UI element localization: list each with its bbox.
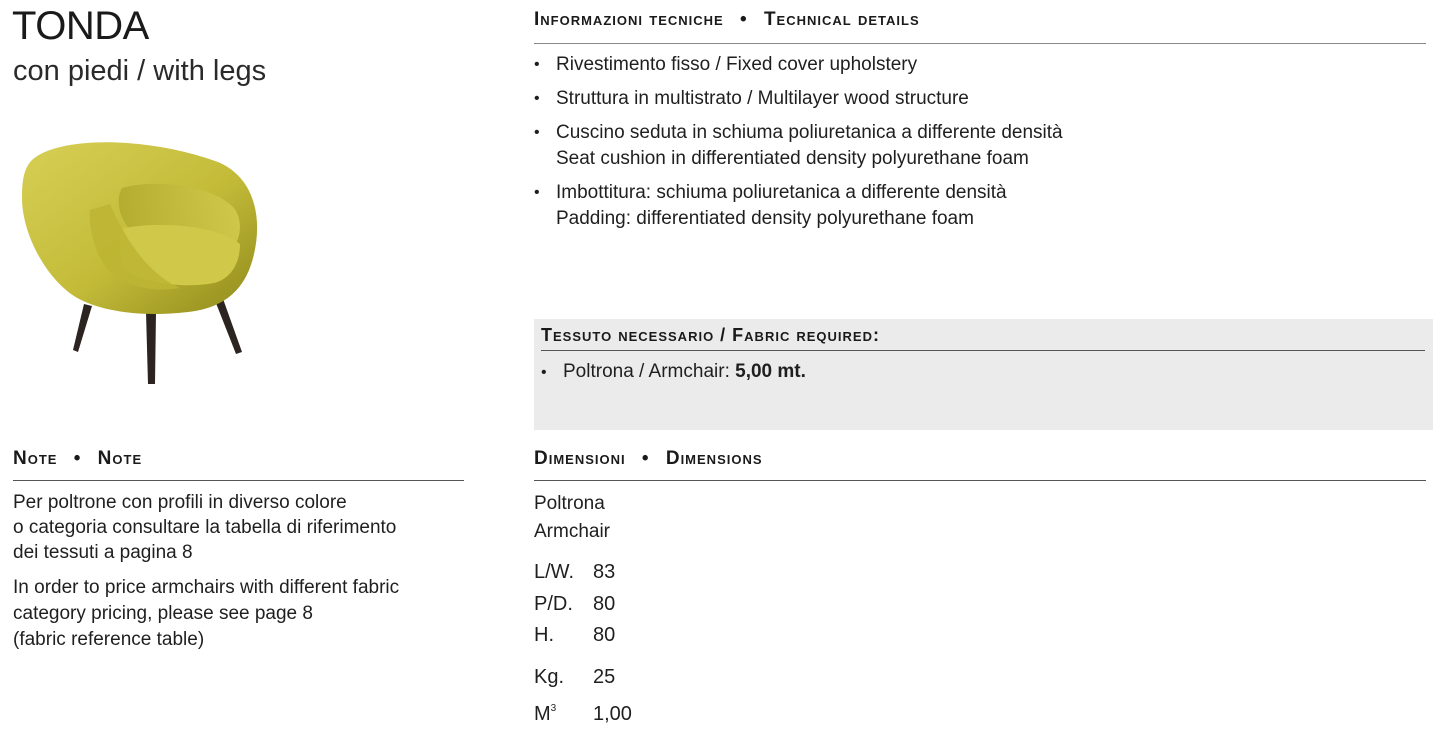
dimension-value: 25 (593, 666, 616, 688)
dimensions-type-en: Armchair (534, 521, 611, 542)
fabric-item (541, 359, 806, 386)
note-line: o categoria consultare la tabella di riferimento (13, 517, 397, 538)
dimension-height (534, 622, 615, 648)
note-heading-it: Note (13, 448, 58, 469)
list-item-text: Imbottitura: schiuma poliuretanica a differente densità (556, 182, 1007, 203)
heading-separator: • (641, 448, 650, 469)
fabric-item-value: 5,00 mt. (735, 361, 806, 382)
dimension-value: 80 (593, 593, 616, 615)
list-item-text: Padding: differentiated density polyurethane foam (556, 208, 974, 229)
heading-separator: • (740, 9, 748, 30)
volume-unit: M (534, 703, 551, 725)
note-paragraph-it (13, 490, 463, 565)
dimension-value: 83 (593, 561, 616, 583)
bullet: • (534, 184, 540, 201)
note-paragraph-en (13, 575, 463, 653)
volume-exponent: 3 (550, 703, 557, 714)
dimension-label: P/D. (534, 593, 573, 615)
fabric-rule (541, 350, 1425, 351)
technical-list (534, 52, 1414, 240)
dimension-width (534, 559, 615, 585)
bullet: • (534, 124, 540, 141)
armchair-image (18, 132, 264, 388)
dimensions-heading (534, 448, 763, 470)
product-variant: con piedi / with legs (13, 55, 267, 87)
note-rule (13, 480, 464, 481)
heading-separator: • (73, 448, 82, 469)
dimension-label (534, 696, 593, 727)
dimensions-type (534, 490, 610, 546)
list-item-text: Seat cushion in differentiated density polyurethane foam (556, 148, 1029, 169)
dimensions-heading-en: Dimensions (665, 448, 763, 469)
dimensions-rule (534, 480, 1426, 481)
list-item-text: Rivestimento fisso / Fixed cover upholstery (556, 54, 918, 75)
bullet: • (541, 364, 547, 381)
list-item (534, 52, 1414, 78)
list-item-text: Cuscino seduta in schiuma poliuretanica a differente densità (556, 122, 1063, 143)
note-line: dei tessuti a pagina 8 (13, 542, 193, 563)
list-item (534, 180, 1414, 232)
technical-heading-it: Informazioni tecniche (534, 9, 724, 30)
list-item (534, 120, 1414, 172)
dimension-label: H. (534, 624, 554, 646)
note-line: (fabric reference table) (13, 629, 205, 650)
dimension-label: L/W. (534, 561, 575, 583)
list-item-text: Struttura in multistrato / Multilayer wood structure (556, 88, 969, 109)
dimensions-type-it: Poltrona (534, 493, 605, 514)
note-line: In order to price armchairs with different fabric (13, 577, 400, 598)
bullet: • (534, 56, 540, 73)
bullet: • (534, 90, 540, 107)
dimension-value: 1,00 (593, 703, 632, 725)
dimension-volume (534, 696, 632, 727)
fabric-heading: Tessuto necessario / Fabric required: (541, 325, 880, 345)
list-item (534, 86, 1414, 112)
dimension-depth (534, 591, 615, 617)
technical-heading (534, 9, 920, 31)
leg-front (146, 312, 156, 384)
dimension-value: 80 (593, 624, 616, 646)
note-heading (13, 448, 142, 470)
product-title: TONDA (12, 4, 149, 48)
dimensions-heading-it: Dimensioni (534, 448, 626, 469)
technical-heading-en: Technical details (763, 9, 920, 30)
dimension-weight (534, 664, 615, 690)
note-heading-en: Note (97, 448, 143, 469)
note-line: category pricing, please see page 8 (13, 603, 313, 624)
dimension-label: Kg. (534, 666, 565, 688)
leg-back-left (73, 304, 92, 352)
note-line: Per poltrone con profili in diverso colore (13, 492, 347, 513)
fabric-item-label: Poltrona / Armchair: (563, 361, 730, 382)
technical-rule (534, 43, 1426, 44)
leg-back-right (214, 296, 242, 354)
